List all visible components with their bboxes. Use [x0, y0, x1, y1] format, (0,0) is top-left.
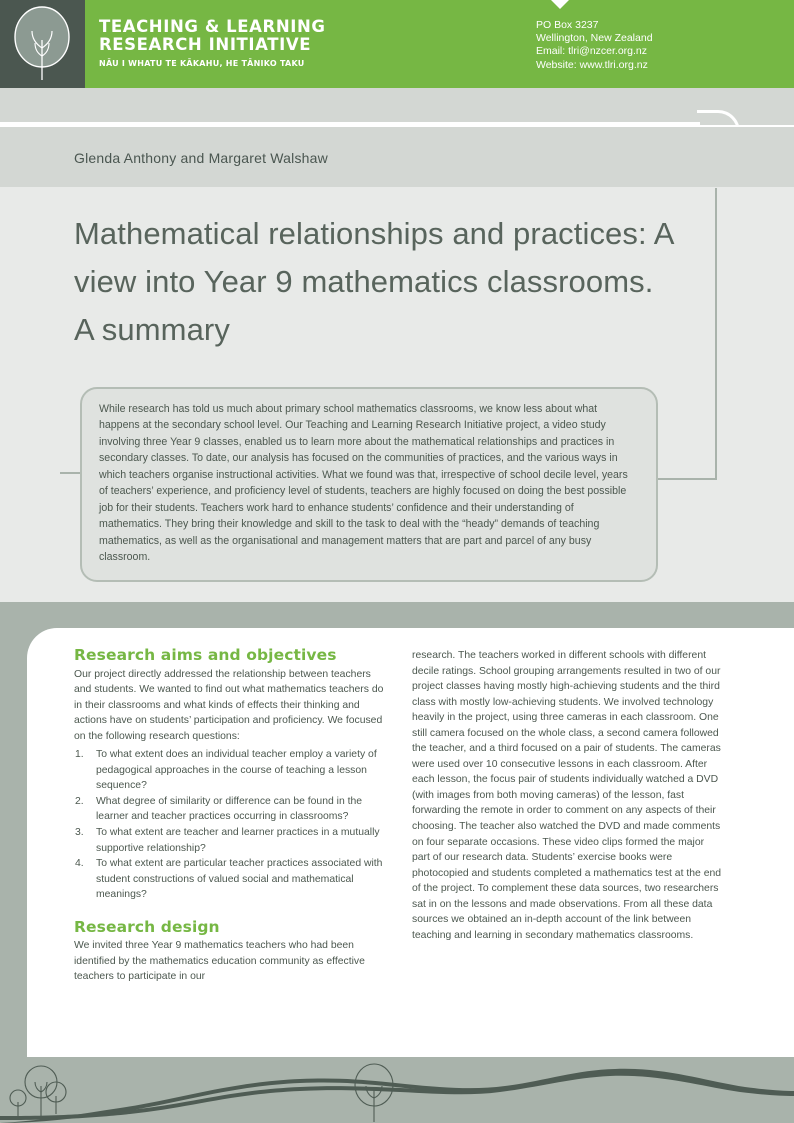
design-paragraph-left: We invited three Year 9 mathematics teachers who had been identified by the mathematics education community as effective teachers to participate in our [74, 940, 365, 983]
research-questions-list [74, 747, 384, 902]
abstract-box [80, 387, 658, 582]
heading-research-aims: Research aims and objectives [74, 646, 337, 664]
brand-tagline: NĀU I WHATU TE KĀKAHU, HE TĀNIKO TAKU [99, 59, 305, 68]
landscape-illustration [0, 1030, 794, 1123]
title-rule-vertical [715, 188, 717, 480]
contact-website[interactable]: Website: www.tlri.org.nz [536, 58, 648, 71]
column-left [74, 648, 384, 985]
band-upper-grey [0, 88, 794, 125]
column-right [412, 648, 724, 943]
design-paragraph-right: research. The teachers worked in different schools with different decile ratings. School grouping arrangements resulted in two of our project classes having mostly high-achieving students and the third class with mostly low-achieving students. We involved technology heavily in the project, using three cameras in each classroom. One still camera focused on the whole class, a second camera followed the teacher, and a third focused on a pair of students. The cameras were used over 10 consecutive lessons in each classroom. After each lesson, the focus pair of students individually watched a DVD (with images from both moving cameras) of the lesson, fast forwarding the remote in order to comment on any aspects of their choosing. The teacher also watched the DVD and made comments on four separate occasions. These video clips formed the major part of our research data. Students’ exercise books were photocopied and students completed a mathematics test at the end of the project. To complement these data sources, two researchers sat in on the lessons and made observations. From all these data sources we obtained an in-depth account of the link between teaching and learning in secondary mathematics classrooms. [412, 650, 722, 941]
page-header [0, 0, 794, 88]
brand-line-1: TEACHING & LEARNING [99, 17, 326, 36]
brand-block [99, 18, 326, 68]
divider-white-bar [0, 122, 700, 125]
heading-research-design: Research design [74, 917, 220, 936]
abstract-text: While research has told us much about primary school mathematics classrooms, we know less about what happens at the secondary school level. Our Teaching and Learning Research Initiative project, a video study involving three Year 9 classes, enabled us to learn more about the mathematical relationships and practices in secondary classes. To date, our analysis has focused on the communities of practices, and the various ways in which teachers organise instructional activities. What we found was that, irrespective of school decile level, years of teachers’ experience, and proficiency level of students, teachers are highly focused on doing the best possible job for their students. Teachers work hard to enhance students’ confidence and their understanding of mathematics. They bring their knowledge and skill to the task to deal with the “heady” demands of teaching mathematics, as well as the organisational and management matters that are part and parcel of any busy classroom. [99, 403, 628, 564]
page-title: Mathematical relationships and practices: A view into Year 9 mathematics classrooms. A summary [74, 216, 673, 347]
brand-line-2: RESEARCH INITIATIVE [99, 35, 312, 54]
header-notch-marker [551, 0, 569, 9]
contact-city: Wellington, New Zealand [536, 32, 653, 45]
logo-container [0, 0, 85, 88]
list-item: To what extent are particular teacher practices associated with student constructions of valued social and mathematical meanings? [96, 858, 383, 901]
authors-line: Glenda Anthony and Margaret Walshaw [74, 150, 328, 166]
contact-po-box: PO Box 3237 [536, 19, 599, 31]
list-item: What degree of similarity or difference can be found in the learner and teacher practices occurring in classrooms? [96, 795, 363, 823]
list-item: To what extent does an individual teacher employ a variety of pedagogical approaches in the course of teaching a lesson sequence? [96, 749, 377, 792]
contact-block [536, 19, 653, 72]
list-item: To what extent are teacher and learner practices in a mutually supportive relationship? [96, 827, 380, 854]
content-card [27, 628, 794, 1057]
abstract-connector [60, 472, 82, 474]
aims-intro-paragraph: Our project directly addressed the relationship between teachers and students. We wanted to find out what mathematics teachers do in their classrooms and what kinds of effects their thinking and actions have on students’ participation and proficiency. We focused on the following research questions: [74, 668, 384, 742]
contact-email[interactable]: Email: tlri@nzcer.org.nz [536, 45, 648, 58]
tree-logo-icon [8, 4, 77, 84]
